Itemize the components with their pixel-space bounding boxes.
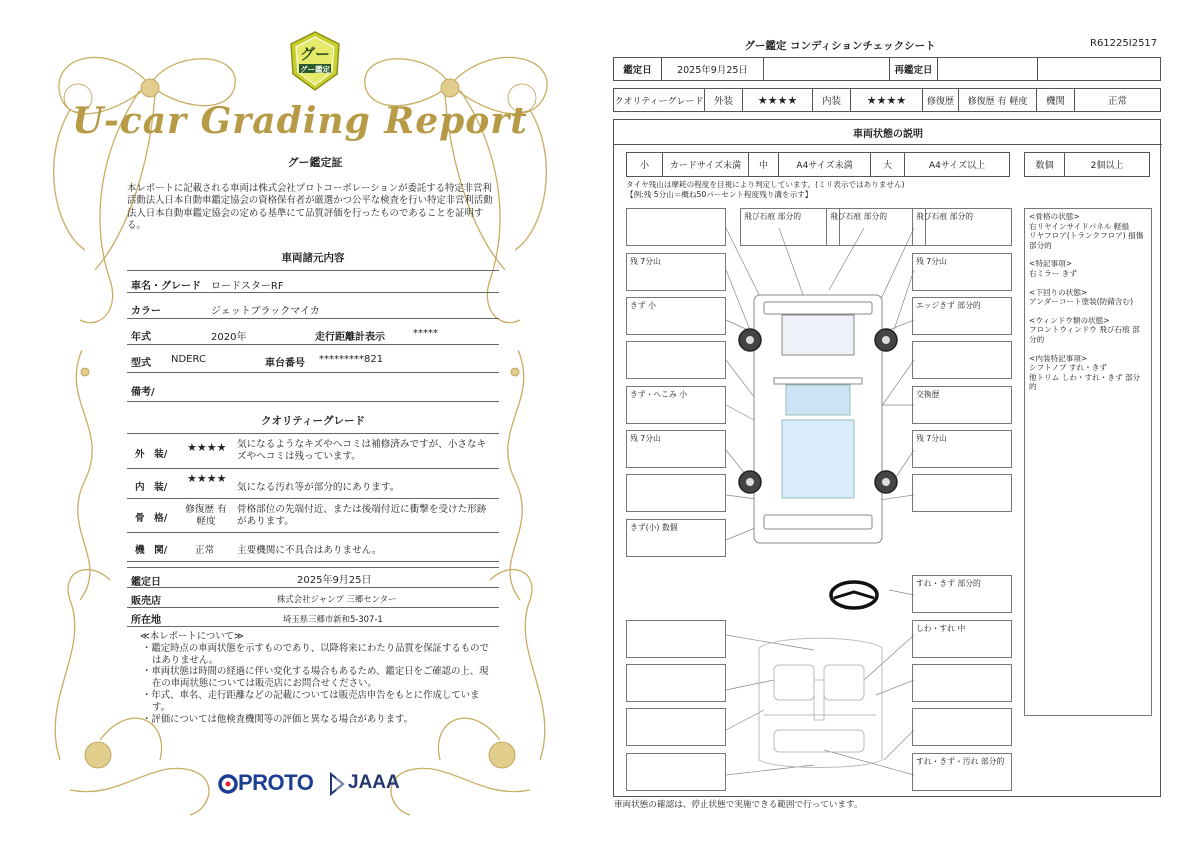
quality-section-title: クオリティーグレード xyxy=(261,415,365,427)
year-value: 2020年 xyxy=(211,332,247,343)
quality-row-engine xyxy=(127,534,499,562)
damage-box: きず 小 xyxy=(626,297,726,335)
date-blank-cell xyxy=(764,58,890,80)
note-heading: <骨格の状態> xyxy=(1029,212,1080,221)
legend-large: 大 xyxy=(871,153,905,176)
damage-box: エッジきず 部分的 xyxy=(912,297,1012,335)
chassis-label: 車台番号 xyxy=(265,358,305,369)
note-heading: <ウィンドウ類の状態> xyxy=(1029,315,1110,325)
damage-box: すれ・きず・汚れ 部分的 xyxy=(912,753,1012,791)
quality-row-interior xyxy=(127,470,499,499)
int-stars: ★★★★ xyxy=(851,89,923,111)
proto-logo: PROTO xyxy=(238,770,314,795)
engine-desc: 主要機関に不具合はありません。 xyxy=(237,545,382,556)
legend-small: 小 xyxy=(627,153,663,176)
condition-notes-column xyxy=(1024,208,1152,716)
shop-value: 株式会社ジャンプ 三郷センター xyxy=(277,594,397,604)
info-row-address xyxy=(127,609,499,627)
damage-box: 残 7分山 xyxy=(912,430,1012,468)
proto-logo-icon xyxy=(218,772,238,796)
damage-box xyxy=(912,341,1012,379)
certificate-title: グー鑑定証 xyxy=(287,156,343,169)
color-value: ジェットブラックマイカ xyxy=(211,306,320,317)
damage-box: きず(小) 数個 xyxy=(626,519,726,557)
exterior-label: 外 装/ xyxy=(135,449,168,460)
note-item: ・年式、車名、走行距離などの記載については販売店申告をもとに作成しています。 xyxy=(142,689,480,713)
svg-text:グー鑑定: グー鑑定 xyxy=(300,65,330,74)
note-line: リヤフロア(トランクフロア) 損傷 xyxy=(1029,231,1144,241)
redate-label: 再鑑定日 xyxy=(890,58,938,80)
report-notes xyxy=(140,631,490,725)
name-label: 車名・グレード xyxy=(131,281,201,292)
grid-blank-cell xyxy=(1038,58,1160,80)
grade-grid xyxy=(613,88,1161,112)
exterior-desc: 気になるようなキズやヘコミは補修済みですが、小さなキズやヘコミは残っています。 xyxy=(237,439,487,462)
damage-box xyxy=(626,474,726,512)
exterior-stars: ★★★★ xyxy=(187,441,227,454)
damage-box xyxy=(626,208,726,246)
legend-large-desc: A4サイズ以上 xyxy=(928,161,986,171)
int-label: 内装 xyxy=(813,89,851,111)
note-line: 右ミラー きず xyxy=(1029,268,1077,278)
spec-section-title: 車両諸元内容 xyxy=(281,252,345,264)
legend-count-desc: 2個以上 xyxy=(1090,161,1124,171)
model-label: 型式 xyxy=(131,358,151,369)
interior-desc: 気になる汚れ等が部分的にあります。 xyxy=(237,482,400,493)
remarks-label: 備考/ xyxy=(131,387,155,398)
note-line: 部分的 xyxy=(1029,240,1052,250)
damage-box xyxy=(626,708,726,746)
spec-row-name xyxy=(127,270,499,293)
date-label: 鑑定日 xyxy=(614,58,662,80)
address-label: 所在地 xyxy=(131,615,161,626)
damage-box xyxy=(912,708,1012,746)
damage-box: 飛び石痕 部分的 xyxy=(912,208,1012,246)
sheet-title: グー鑑定 コンディションチェックシート xyxy=(744,40,936,52)
damage-box xyxy=(626,753,726,791)
damage-box xyxy=(912,474,1012,512)
damage-box: すれ・きず 部分的 xyxy=(912,575,1012,613)
note-heading: <下回りの状態> xyxy=(1029,287,1088,297)
model-value: NDERC xyxy=(171,354,206,365)
date-value: 2025年9月25日 xyxy=(297,575,372,586)
frame-desc: 骨格部位の先端付近、または後端付近に衝撃を受けた形跡があります。 xyxy=(237,504,487,527)
tire-note-line: タイヤ残山は摩耗の程度を目視により判定しています。(ミリ表示ではありません) xyxy=(626,180,905,189)
interior-label: 内 装/ xyxy=(135,482,168,493)
date-value: 2025年9月25日 xyxy=(662,58,764,80)
panel-title: 車両状態の説明 xyxy=(614,120,1162,145)
car-interior-diagram xyxy=(759,638,882,767)
engine-value: 正常 xyxy=(1107,96,1127,107)
script-title: U-car Grading Report xyxy=(72,100,528,142)
interior-stars: ★★★★ xyxy=(187,472,227,485)
damage-box: きず・へこみ 小 xyxy=(626,386,726,424)
footer-note: 車両状態の確認は、停止状態で実施できる範囲で行っています。 xyxy=(614,800,863,810)
damage-box xyxy=(912,664,1012,702)
svg-text:グー: グー xyxy=(299,45,331,63)
info-row-shop xyxy=(127,589,499,608)
note-group-special xyxy=(1029,259,1147,278)
spec-row-year xyxy=(127,320,499,345)
note-line: 他トリム しわ・すれ・きず 部分的 xyxy=(1029,372,1141,392)
tire-note-line: 【例:残 5分山＝概ね50パーセント程度残り溝を示す】 xyxy=(626,189,813,199)
note-line: シフトノブ すれ・きず xyxy=(1029,363,1107,373)
damage-box: しわ・すれ 中 xyxy=(912,620,1012,658)
frame-value: 修復歴 有 軽度 xyxy=(185,504,227,527)
mileage-value: ***** xyxy=(413,328,438,339)
note-group-underbody xyxy=(1029,288,1147,307)
engine-value: 正常 xyxy=(195,545,215,556)
shop-label: 販売店 xyxy=(131,596,161,607)
condition-panel xyxy=(613,119,1161,797)
note-group-frame xyxy=(1029,212,1147,250)
spec-row-remarks xyxy=(127,374,499,402)
info-row-date xyxy=(127,567,499,588)
note-group-interior xyxy=(1029,354,1147,392)
damage-box xyxy=(626,664,726,702)
damage-box: 飛び石痕 部分的 xyxy=(740,208,840,246)
spec-row-color xyxy=(127,294,499,319)
year-label: 年式 xyxy=(131,332,151,343)
damage-box: 残 7分山 xyxy=(912,253,1012,291)
grade-label: クオリティーグレード xyxy=(614,89,705,111)
note-line: 右リヤインサイドパネル 軽損 xyxy=(1029,221,1129,231)
color-label: カラー xyxy=(131,306,161,317)
legend-mid-desc: A4サイズ未満 xyxy=(779,153,871,176)
condition-check-sheet xyxy=(600,0,1200,848)
steering-wheel-icon xyxy=(831,582,877,608)
note-group-windows xyxy=(1029,316,1147,345)
damage-box: 残 7分山 xyxy=(626,430,726,468)
ext-stars: ★★★★ xyxy=(743,89,813,111)
note-heading: <内装特記事項> xyxy=(1029,353,1088,363)
note-line: フロントウィンドウ 飛び石痕 部分的 xyxy=(1029,325,1140,344)
date-label: 鑑定日 xyxy=(131,577,161,588)
address-value: 埼玉県三郷市新和5-307-1 xyxy=(283,614,383,624)
legend-count: 数個 xyxy=(1025,153,1065,176)
damage-box: 残 7分山 xyxy=(626,253,726,291)
notes-title: ≪本レポートについて≫ xyxy=(140,631,244,642)
note-heading: <特記事項> xyxy=(1029,259,1073,269)
quality-row-frame xyxy=(127,500,499,533)
damage-box xyxy=(626,341,726,379)
certificate-text: 本レポートに記載される車両は株式会社プロトコーポレーションが委託する特定非営利活動法人日本自動車鑑定協会の資格保有者が厳選かつ公平な検査を行い特定非営利活動法人日本自動車鑑定協会の定める基準にて品質評価を行ったものであることを証明する。 xyxy=(127,183,493,231)
jaaa-logo-icon xyxy=(328,772,346,796)
goo-kantei-emblem xyxy=(287,30,343,92)
damage-box xyxy=(626,620,726,658)
name-value: ロードスターRF xyxy=(211,281,284,292)
frame-label: 骨 格/ xyxy=(135,513,168,524)
engine-label: 機 関/ xyxy=(135,545,168,556)
mileage-label: 走行距離計表示 xyxy=(315,332,385,343)
chassis-value: *********821 xyxy=(319,354,384,365)
note-line: アンダーコート塗装(防錆含む) xyxy=(1029,297,1134,307)
date-grid xyxy=(613,57,1161,81)
legend-mid: 中 xyxy=(749,153,779,176)
damage-box: 飛び石痕 部分的 xyxy=(826,208,926,246)
engine-label: 機関 xyxy=(1037,89,1075,111)
note-item: ・評価については他検査機関等の評価と異なる場合があります。 xyxy=(142,713,413,725)
redate-value xyxy=(938,58,1038,80)
note-item: ・鑑定時点の車両状態を示すものであり、以降将来にわたり品質を保証するものではありません。 xyxy=(142,642,489,666)
legend-small-desc: カードサイズ未満 xyxy=(663,153,749,176)
ext-label: 外装 xyxy=(705,89,743,111)
jaaa-logo: JAAA xyxy=(348,772,400,793)
repair-label: 修復歴 xyxy=(923,89,959,111)
note-item: ・車両状態は時間の経過に伴い変化する場合もあるため、鑑定日をご確認の上、現在の車両状態については販売店にお問合せください。 xyxy=(142,666,489,690)
repair-value: 修復歴 有 軽度 xyxy=(959,89,1037,111)
damage-box: 交換歴 xyxy=(912,386,1012,424)
quality-row-exterior xyxy=(127,433,499,469)
spec-row-model xyxy=(127,346,499,373)
sheet-code: R61225I2517 xyxy=(1090,38,1158,49)
